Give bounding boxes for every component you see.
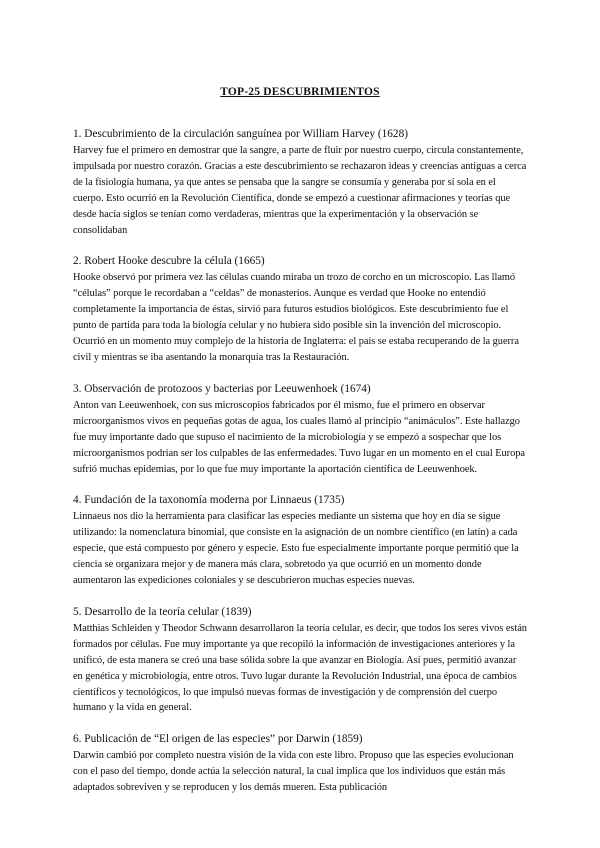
section-body: Anton van Leeuwenhoek, con sus microscopios fabricados por él mismo, fue el primero en observar microorganismos vivos en pequeñas gotas de agua, los cuales llamó al principio “animáculos”. Este hallazgo fue muy importante dado que supuso el nacimiento de la microbiología y se empezó a sospechar que los microorganismos podrían ser los culpables de las enfermedades. Tuvo lugar en un momento en el cual Europa sufrió muchas epidemias, por lo que fue muy importante la aportación científica de Leeuwenhoek. [73, 399, 525, 475]
section-heading: 5. Desarrollo de la teoría celular (1839) [73, 605, 252, 618]
section-body: Harvey fue el primero en demostrar que la sangre, a parte de fluir por nuestro cuerpo, circula constantemente, impulsada por nuestro corazón. Gracias a este descubrimiento se rechazaron ideas y creencias antiguas a cerca de la fisiología humana, ya que antes se pensaba que la sangre se consumía y generaba por sí sola en el cuerpo. Esto ocurrió en la Revolución Científica, donde se empezó a cuestionar afirmaciones y teorías que desde hacía siglos se tenían como verdaderas, mientras que la experimentación y la observación se consolidaban [73, 145, 527, 236]
section-heading: 6. Publicación de “El origen de las especies” por Darwin (1859) [73, 733, 363, 746]
section-body: Darwin cambió por completo nuestra visión de la vida con este libro. Propuso que las especies evolucionan con el paso del tiempo, donde actúa la selección natural, la cual implica que los individuos que están más adaptados sobreviven y se reproducen y los demás mueren. Esta publicación [73, 750, 514, 794]
section-2 [73, 253, 528, 365]
section-heading: 3. Observación de protozoos y bacterias por Leeuwenhoek (1674) [73, 382, 371, 395]
section-heading: 4. Fundación de la taxonomía moderna por Linnaeus (1735) [73, 494, 345, 507]
section-1 [73, 126, 528, 238]
section-5 [73, 604, 528, 716]
section-body: Hooke observó por primera vez las células cuando miraba un trozo de corcho en un microscopio. Las llamó “células” porque le recordaban a “celdas” de monasterios. Aunque es verdad que Hooke no entendió completamente la importancia de éstas, sirvió para futuros estudios biológicos. Este descubrimiento fue el punto de partida para toda la biología celular y no hubiera sido posible sin la invención del microscopio. Ocurrió en un momento muy complejo de la historia de Inglaterra: el país se estaba recuperando de la guerra civil y mientras se iba asentando la monarquía tras la Restauración. [73, 272, 519, 363]
section-6 [73, 731, 528, 796]
section-3 [73, 381, 528, 478]
document-content [73, 126, 528, 811]
section-heading: 1. Descubrimiento de la circulación sanguínea por William Harvey (1628) [73, 128, 408, 140]
section-heading: 2. Robert Hooke descubre la célula (1665) [73, 255, 265, 268]
page-title: TOP-25 DESCUBRIMIENTOS [220, 86, 380, 98]
section-4 [73, 492, 528, 589]
section-body: Linnaeus nos dio la herramienta para clasificar las especies mediante un sistema que hoy en día se sigue utilizando: la nomenclatura binomial, que consiste en la asignación de un nombre científico (en latín) a cada especie, que está compuesto por género y especie. Esto fue especialmente importante porque permitió que la ciencia se organizara mejor y de manera más clara, sobretodo ya que ocurrió en un momento donde aumentaron las expediciones coloniales y se descubrieron muchas especies nuevas. [73, 511, 519, 587]
section-body: Matthias Schleiden y Theodor Schwann desarrollaron la teoría celular, es decir, que todos los seres vivos están formados por células. Fue muy importante ya que recopiló la información de investigaciones anteriores y la unificó, de esta manera se creó una base sólida sobre la que avanzar en Biología. Así pues, permitió avanzar en genética y microbiología, entre otros. Tuvo lugar durante la Revolución Industrial, una época de cambios científicos y tecnológicos, lo que impulsó nuevas formas de investigación y de comprensión del cuerpo humano y la vida en general. [73, 622, 527, 714]
